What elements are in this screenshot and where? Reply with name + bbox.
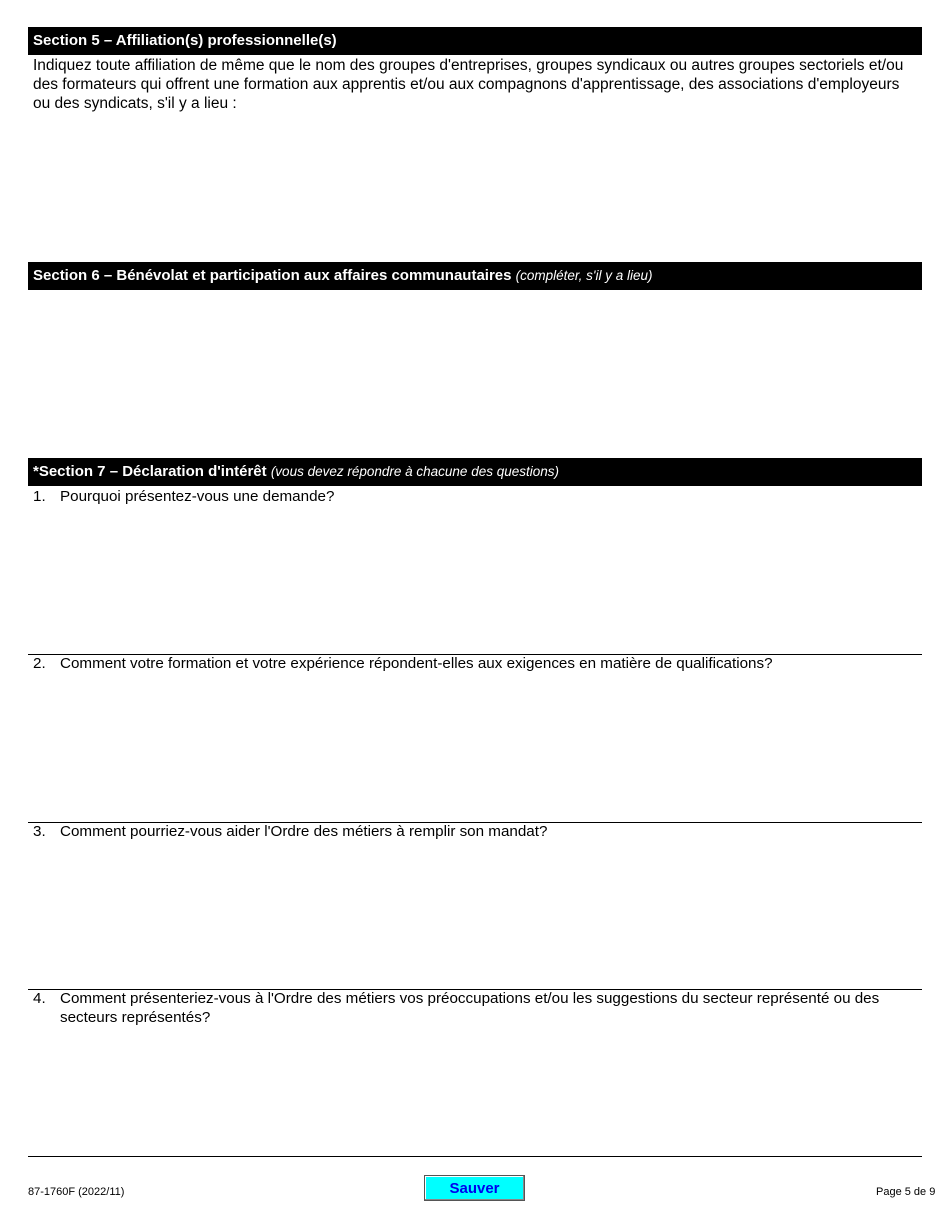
question-3 <box>33 822 913 841</box>
question-1-answer-field[interactable] <box>28 508 922 652</box>
question-2-answer-field[interactable] <box>28 675 922 820</box>
section-7-title: *Section 7 – Déclaration d'intérêt <box>33 463 267 480</box>
question-4-number: 4. <box>33 990 46 1007</box>
form-code: 87-1760F (2022/11) <box>28 1186 125 1198</box>
section-7-note: (vous devez répondre à chacune des questions) <box>270 464 559 479</box>
question-3-answer-field[interactable] <box>28 843 922 987</box>
question-2-label: Comment votre formation et votre expérience répondent-elles aux exigences en matière de qualifications? <box>60 655 773 672</box>
page-number: Page 5 de 9 <box>876 1186 936 1198</box>
question-1-number: 1. <box>33 488 46 505</box>
question-4-label: Comment présenteriez-vous à l'Ordre des métiers vos préoccupations et/ou les suggestions du secteur représenté ou des secteurs représentés? <box>60 990 880 1026</box>
section-6-answer-field[interactable] <box>28 291 922 456</box>
section-7-header <box>28 458 922 486</box>
section-5-instructions: Indiquez toute affiliation de même que le nom des groupes d'entreprises, groupes syndicaux ou autres groupes sectoriels et/ou des formateurs qui offrent une formation aux apprentis et/ou aux compagnons d'apprentissage, des associations d'employeurs ou des syndicats, s'il y a lieu : <box>33 57 904 112</box>
section-6-title: Section 6 – Bénévolat et participation aux affaires communautaires <box>33 267 512 284</box>
section-6-note: (compléter, s'il y a lieu) <box>515 268 653 283</box>
section-5-header <box>28 27 922 55</box>
save-button[interactable]: Sauver <box>424 1175 525 1201</box>
question-4-answer-field[interactable] <box>28 1029 922 1154</box>
question-3-number: 3. <box>33 823 46 840</box>
section-6-header <box>28 262 922 290</box>
question-1 <box>33 487 913 506</box>
question-2 <box>33 654 913 673</box>
question-3-label: Comment pourriez-vous aider l'Ordre des métiers à remplir son mandat? <box>60 823 548 840</box>
section-5-answer-field[interactable] <box>28 113 922 260</box>
divider <box>28 1156 922 1157</box>
question-4 <box>33 989 913 1027</box>
section-5-title: Section 5 – Affiliation(s) professionnelle(s) <box>33 32 337 49</box>
question-1-label: Pourquoi présentez-vous une demande? <box>60 488 335 505</box>
question-2-number: 2. <box>33 655 46 672</box>
